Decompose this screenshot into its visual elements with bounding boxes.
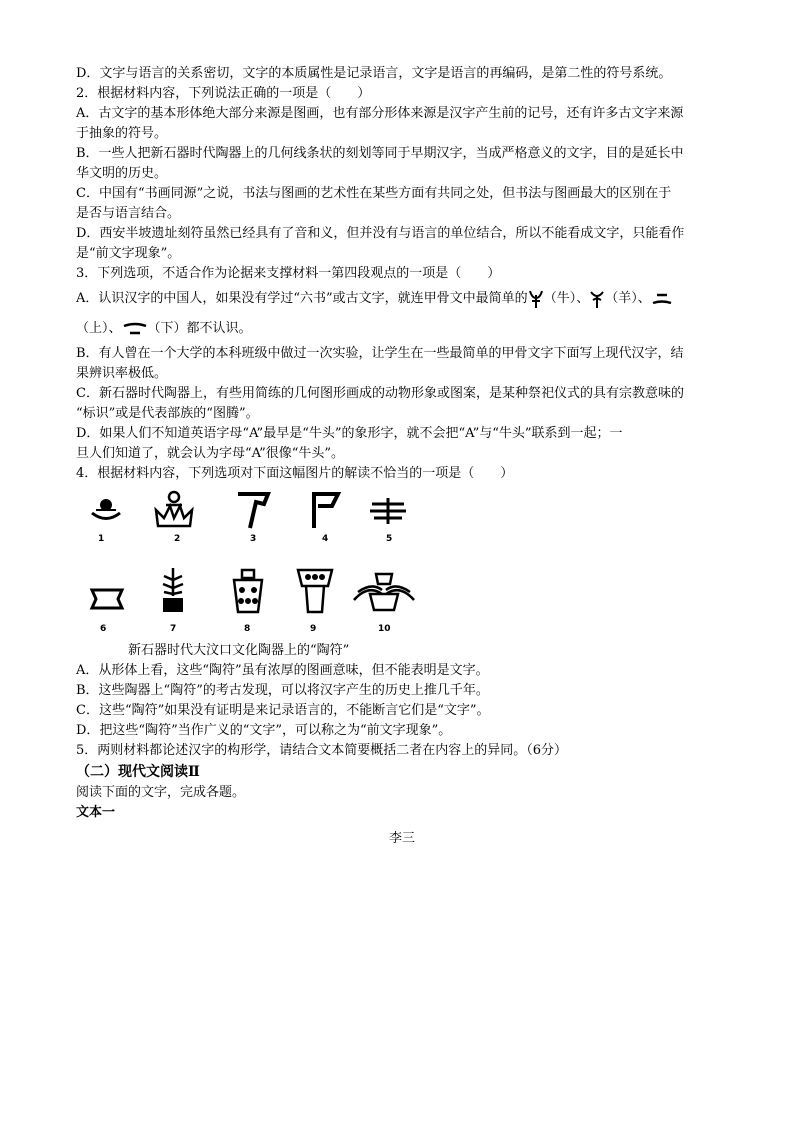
q2-option-d: D．西安半坡遗址刻符虽然已经具有了音和义，但并没有与语言的单位结合，所以不能看成文字，只能看作 bbox=[76, 226, 685, 241]
pottery-symbol-8-icon bbox=[226, 568, 270, 614]
question-2: 2．根据材料内容，下列说法正确的一项是（ ） bbox=[76, 86, 371, 101]
q3-option-c-cont: “标识”或是代表部族的“图腾”。 bbox=[76, 406, 259, 421]
text-one-label: 文本一 bbox=[76, 805, 116, 820]
question-4: 4．根据材料内容，下列选项对下面这幅图片的解读不恰当的一项是（ ） bbox=[76, 466, 514, 481]
symbol-number: 9 bbox=[310, 624, 317, 634]
oracle-xia-icon bbox=[122, 319, 148, 339]
q3-option-b-cont: 果辨识率极低。 bbox=[76, 366, 168, 381]
q2-option-c: C．中国有“书画同源”之说，书法与图画的艺术性在某些方面有共同之处，但书法与图画最大的区别在于 bbox=[76, 186, 672, 201]
q2-option-a-cont: 于抽象的符号。 bbox=[76, 126, 168, 141]
pottery-symbol-1-icon bbox=[88, 496, 124, 526]
symbol-number: 7 bbox=[170, 624, 177, 634]
oracle-shang-icon bbox=[651, 289, 673, 309]
oracle-yang-icon bbox=[589, 289, 605, 309]
question-5: 5．两则材料都论述汉字的构形学，请结合文本简要概括二者在内容上的异同。（6分） bbox=[76, 743, 568, 758]
q4-option-d: D．把这些“陶符”当作广义的“文字”，可以称之为“前文字现象”。 bbox=[76, 723, 452, 738]
q3-option-d: D．如果人们不知道英语字母“A”最早是“牛头”的象形字，就不会把“A”与“牛头”联系到一起；一 bbox=[76, 426, 623, 441]
q4-option-c: C．这些“陶符”如果没有证明是来记录语言的，不能断言它们是“文字”。 bbox=[76, 703, 490, 718]
q3-option-a-text: A．认识汉字的中国人，如果没有学过“六书”或古文字，就连甲骨文中最简单的 bbox=[76, 291, 528, 306]
q4-option-a: A．从形体上看，这些“陶符”虽有浓厚的图画意味，但不能表明是文字。 bbox=[76, 663, 489, 678]
yang-label: （羊）、 bbox=[605, 291, 651, 306]
symbol-number: 8 bbox=[244, 624, 251, 634]
pottery-symbol-7-icon bbox=[158, 566, 188, 614]
instructions: 阅读下面的文字，完成各题。 bbox=[76, 785, 246, 800]
symbol-number: 1 bbox=[98, 534, 105, 544]
question-3: 3．下列选项，不适合作为论据来支撑材料一第四段观点的一项是（ ） bbox=[76, 266, 501, 281]
symbol-number: 5 bbox=[386, 534, 393, 544]
q2-option-d-cont: 是“前文字现象”。 bbox=[76, 246, 181, 261]
q3-option-c: C．新石器时代陶器上，有些用简练的几何图形画成的动物形象或图案，是某种祭祀仪式的具有宗教意味的 bbox=[76, 386, 684, 401]
symbol-number: 2 bbox=[174, 534, 181, 544]
pottery-symbols-figure bbox=[82, 486, 422, 641]
pottery-symbol-6-icon bbox=[88, 586, 126, 612]
figure-caption: 新石器时代大汶口文化陶器上的“陶符” bbox=[128, 643, 350, 658]
q2-option-a: A．古文字的基本形体绝大部分来源是图画，也有部分形体来源是汉字产生前的记号，还有许多古文字来源 bbox=[76, 106, 684, 121]
niu-label: （牛）、 bbox=[543, 291, 590, 306]
q3-option-b: B．有人曾在一个大学的本科班级中做过一次实验，让学生在一些最简单的甲骨文字下面写上现代汉字，结 bbox=[76, 346, 684, 361]
symbol-number: 6 bbox=[100, 624, 107, 634]
q3-option-a bbox=[76, 284, 728, 314]
pottery-symbol-3-icon bbox=[234, 490, 272, 530]
option-d-line: D．文字与语言的关系密切，文字的本质属性是记录语言，文字是语言的再编码，是第二性的符号系统。 bbox=[76, 66, 672, 81]
shang-label: （上）、 bbox=[76, 321, 122, 336]
xia-label: （下）都不认识。 bbox=[147, 321, 252, 336]
section-heading: （二）现代文阅读Ⅱ bbox=[76, 764, 200, 780]
q2-option-b: B．一些人把新石器时代陶器上的几何线条状的刻划等同于早期汉字，当成严格意义的文字，目的是延长中 bbox=[76, 146, 684, 161]
q4-option-b: B．这些陶器上“陶符”的考古发现，可以将汉字产生的历史上推几千年。 bbox=[76, 683, 489, 698]
pottery-symbol-2-icon bbox=[152, 490, 196, 528]
symbol-number: 3 bbox=[250, 534, 257, 544]
symbol-number: 4 bbox=[322, 534, 329, 544]
oracle-niu-icon bbox=[528, 289, 544, 309]
q2-option-b-cont: 华文明的历史。 bbox=[76, 166, 168, 181]
story-title: 李三 bbox=[388, 831, 415, 846]
q3-option-a-cont bbox=[76, 314, 728, 344]
pottery-symbol-10-icon bbox=[352, 570, 416, 612]
page-content bbox=[76, 64, 728, 849]
q2-option-c-cont: 是否与语言结合。 bbox=[76, 206, 181, 221]
pottery-symbol-9-icon bbox=[294, 566, 336, 614]
symbol-number: 10 bbox=[378, 624, 391, 634]
q3-option-d-cont: 旦人们知道了，就会认为字母“A”很像“牛头”。 bbox=[76, 446, 345, 461]
pottery-symbol-4-icon bbox=[308, 490, 344, 530]
pottery-symbol-5-icon bbox=[368, 496, 408, 526]
